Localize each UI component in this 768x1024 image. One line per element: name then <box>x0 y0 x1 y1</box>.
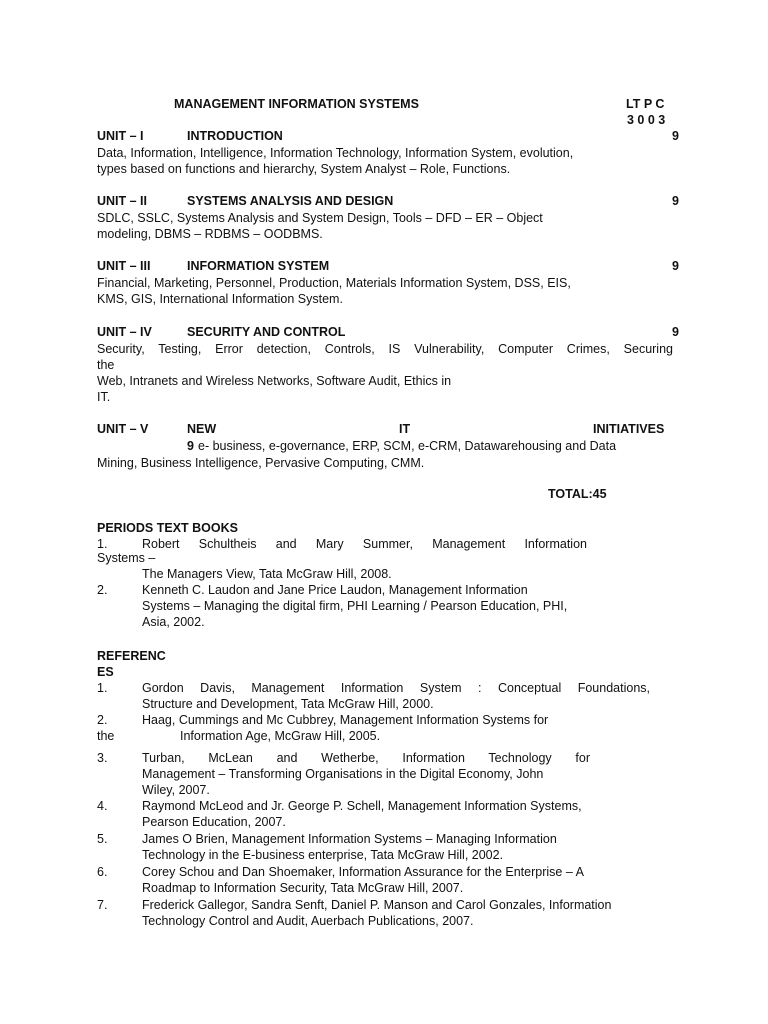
unit-4-line-3: Web, Intranets and Wireless Networks, Software Audit, Ethics in <box>97 374 452 388</box>
textbook-1-word: Robert <box>142 537 180 551</box>
unit-3-hours: 9 <box>672 259 679 273</box>
unit-5-hours: 9 <box>187 439 194 453</box>
unit-4-hours: 9 <box>672 325 679 339</box>
references-heading-2: ES <box>97 665 114 679</box>
unit-2-title: SYSTEMS ANALYSIS AND DESIGN <box>187 194 394 208</box>
unit-2-id: UNIT – II <box>97 194 148 208</box>
unit-3-id: UNIT – III <box>97 259 151 273</box>
unit-5-title-word-1: NEW <box>187 422 217 436</box>
reference-3-line: Wiley, 2007. <box>142 783 210 797</box>
textbook-1-word: Mary <box>315 537 344 551</box>
unit-4-id: UNIT – IV <box>97 325 152 339</box>
unit-1-hours: 9 <box>672 129 679 143</box>
reference-2-line: Haag, Cummings and Mc Cubbrey, Management Information Systems for <box>142 713 549 727</box>
unit-1-title: INTRODUCTION <box>187 129 283 143</box>
ltpc-values: 3 0 0 3 <box>627 113 666 127</box>
textbooks-heading: PERIODS TEXT BOOKS <box>97 521 238 535</box>
reference-7-num: 7. <box>97 898 108 912</box>
unit-5-title-word-2: IT <box>399 422 411 436</box>
unit-3-line-1: Financial, Marketing, Personnel, Production, Materials Information System, DSS, EIS, <box>97 276 571 290</box>
unit-3-title: INFORMATION SYSTEM <box>187 259 330 273</box>
reference-6-line: Roadmap to Information Security, Tata McGraw Hill, 2007. <box>142 881 464 895</box>
unit-5-title-word-3: INITIATIVES <box>593 422 665 436</box>
textbook-2-line: Asia, 2002. <box>142 615 205 629</box>
reference-1-line: Gordon Davis, Management Information System : Conceptual Foundations, <box>142 681 650 695</box>
reference-3-line: Turban, McLean and Wetherbe, Information Technology for <box>142 751 590 765</box>
textbook-2-num: 2. <box>97 583 108 597</box>
reference-4-num: 4. <box>97 799 108 813</box>
reference-1-num: 1. <box>97 681 108 695</box>
textbook-1-cont: The Managers View, Tata McGraw Hill, 2008. <box>142 567 392 581</box>
textbook-1-word: and <box>275 537 297 551</box>
reference-1-line: Structure and Development, Tata McGraw Hill, 2000. <box>142 697 434 711</box>
unit-5-id: UNIT – V <box>97 422 149 436</box>
unit-4-line-1: Security, Testing, Error detection, Controls, IS Vulnerability, Computer Crimes, Securing <box>97 342 673 356</box>
textbook-1-word: Management <box>432 537 506 551</box>
reference-3-line: Management – Transforming Organisations in the Digital Economy, John <box>142 767 544 781</box>
reference-3-num: 3. <box>97 751 108 765</box>
unit-5-line-1: e- business, e-governance, ERP, SCM, e-CRM, Datawarehousing and Data <box>198 439 617 453</box>
textbook-2-line: Systems – Managing the digital firm, PHI Learning / Pearson Education, PHI, <box>142 599 568 613</box>
reference-6-line: Corey Schou and Dan Shoemaker, Information Assurance for the Enterprise – A <box>142 865 584 879</box>
unit-4-title: SECURITY AND CONTROL <box>187 325 346 339</box>
unit-2-hours: 9 <box>672 194 679 208</box>
references-heading-1: REFERENC <box>97 649 166 663</box>
unit-2-line-1: SDLC, SSLC, Systems Analysis and System Design, Tools – DFD – ER – Object <box>97 211 543 225</box>
unit-4-line-4: IT. <box>97 390 111 404</box>
textbook-1-wrap: Systems – <box>97 551 156 565</box>
reference-4-line: Raymond McLeod and Jr. George P. Schell, Management Information Systems, <box>142 799 582 813</box>
unit-1-id: UNIT – I <box>97 129 144 143</box>
reference-2-cont: Information Age, McGraw Hill, 2005. <box>180 729 381 743</box>
unit-4-line-2: the <box>97 358 115 372</box>
textbook-1-word: Summer, <box>362 537 413 551</box>
unit-1-line-1: Data, Information, Intelligence, Information Technology, Information System, evolution, <box>97 146 574 160</box>
reference-5-line: Technology in the E-business enterprise, Tata McGraw Hill, 2002. <box>142 848 504 862</box>
reference-4-line: Pearson Education, 2007. <box>142 815 286 829</box>
unit-5-line-2: Mining, Business Intelligence, Pervasive Computing, CMM. <box>97 456 425 470</box>
ltpc-label: LT P C <box>626 97 665 111</box>
textbook-1-word: Schultheis <box>198 537 257 551</box>
textbook-1-num: 1. <box>97 537 108 551</box>
unit-2-line-2: modeling, DBMS – RDBMS – OODBMS. <box>97 227 323 241</box>
reference-2-prefix: the <box>97 729 115 743</box>
unit-3-line-2: KMS, GIS, International Information System. <box>97 292 343 306</box>
reference-5-num: 5. <box>97 832 108 846</box>
reference-5-line: James O Brien, Management Information Systems – Managing Information <box>142 832 557 846</box>
textbook-1-first-line <box>142 536 587 552</box>
textbook-2-line: Kenneth C. Laudon and Jane Price Laudon, Management Information <box>142 583 528 597</box>
course-title: MANAGEMENT INFORMATION SYSTEMS <box>174 97 419 111</box>
total-hours: TOTAL:45 <box>548 487 607 501</box>
reference-7-line: Frederick Gallegor, Sandra Senft, Daniel P. Manson and Carol Gonzales, Information <box>142 898 612 912</box>
reference-7-line: Technology Control and Audit, Auerbach Publications, 2007. <box>142 914 474 928</box>
textbook-1-word: Information <box>524 537 587 551</box>
unit-1-line-2: types based on functions and hierarchy, System Analyst – Role, Functions. <box>97 162 511 176</box>
reference-2-num: 2. <box>97 713 108 727</box>
reference-6-num: 6. <box>97 865 108 879</box>
